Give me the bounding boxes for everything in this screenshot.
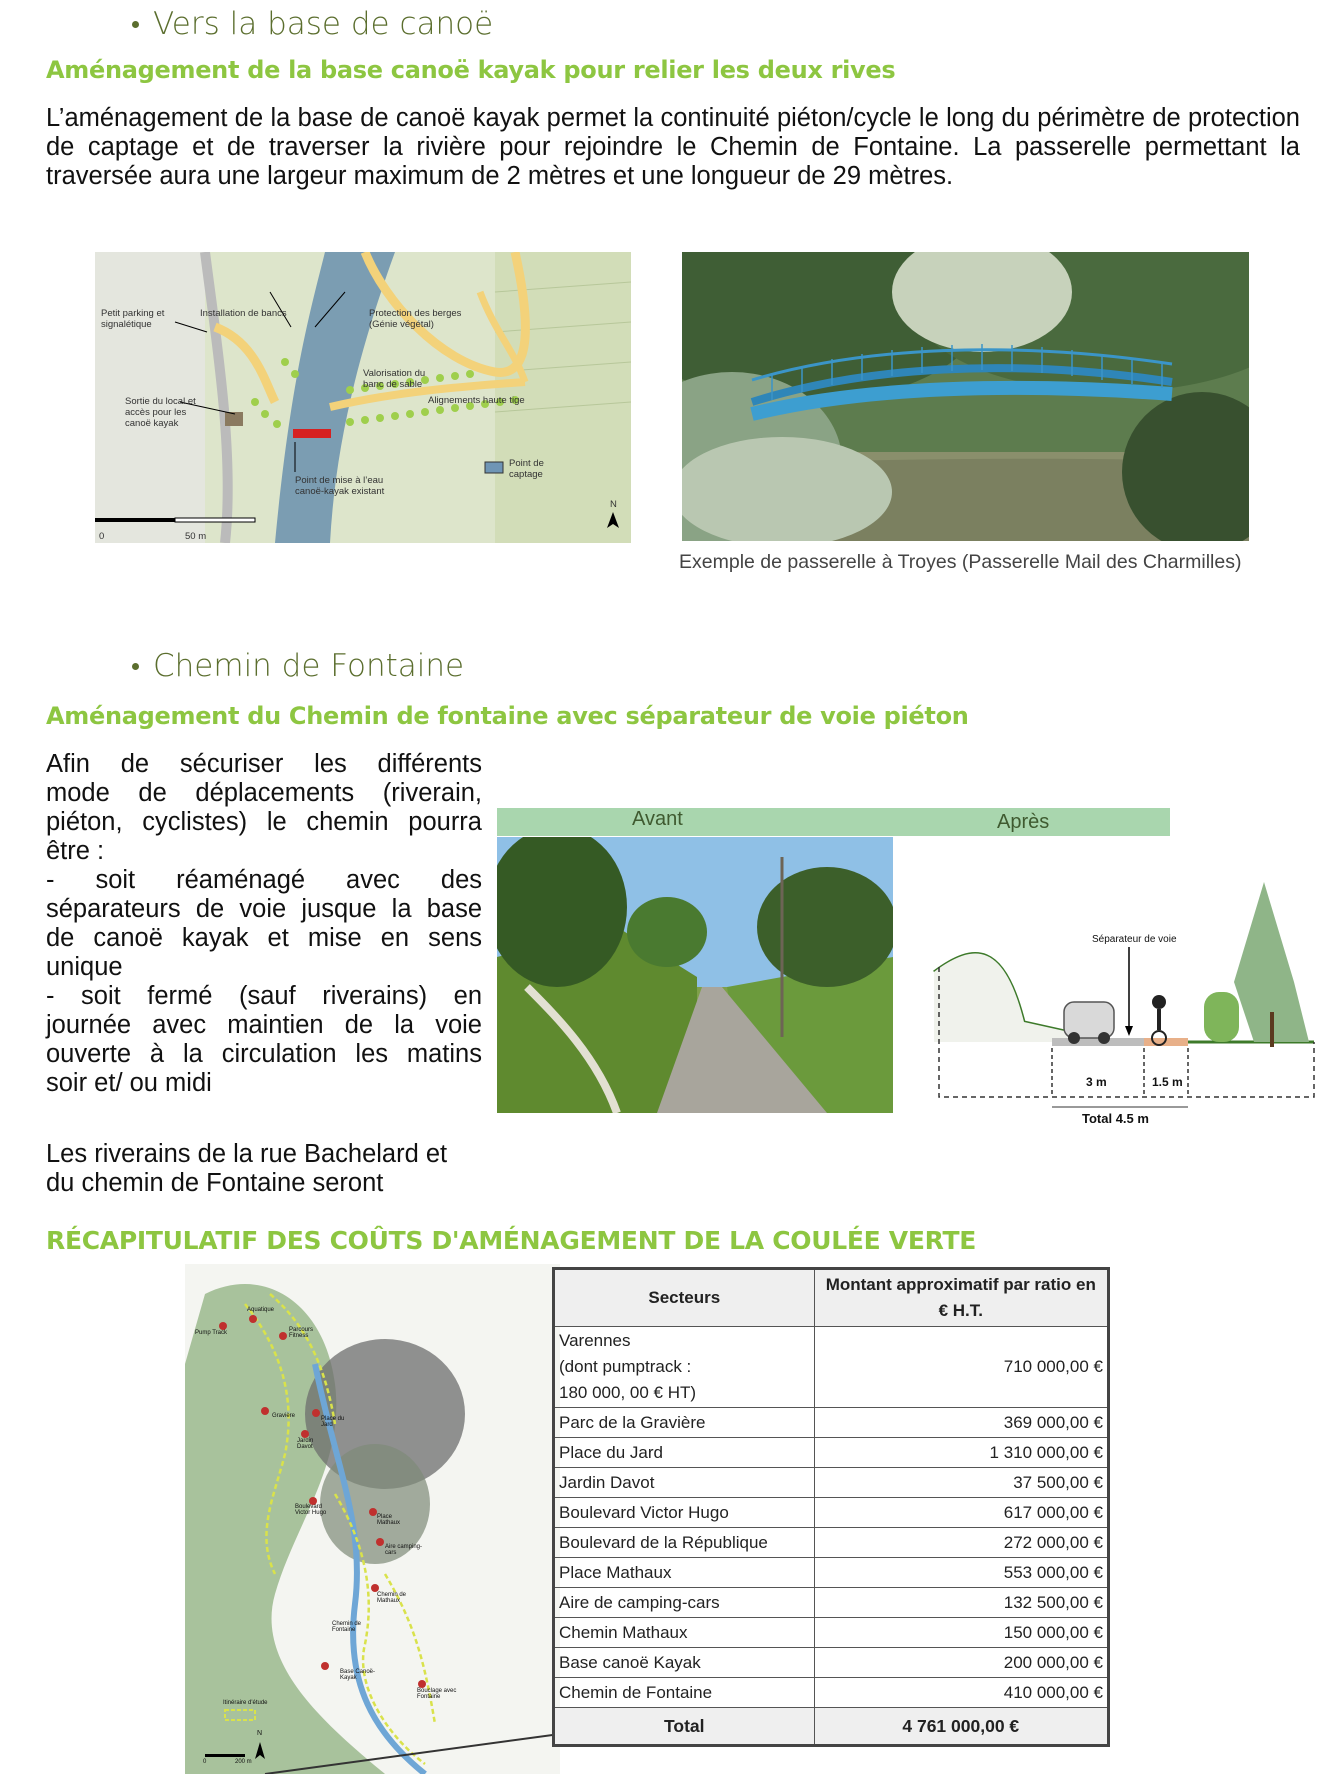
- table-row: [554, 1468, 1109, 1498]
- map-label-mise-eau: Point de mise à l’eau canoë-kayak existant: [295, 475, 385, 497]
- overview-scale-start: 0: [203, 1759, 207, 1765]
- paragraph-chemin-fontaine: [46, 750, 482, 1098]
- para-line: ouverte à la circulation les matins: [46, 1040, 482, 1068]
- header-sector: Secteurs: [554, 1269, 815, 1327]
- sector-cell: Boulevard Victor Hugo: [554, 1498, 815, 1528]
- para-line: Les riverains de la rue Bachelard et: [46, 1140, 448, 1168]
- overview-north: N: [257, 1730, 263, 1737]
- sector-cell: Base canoë Kayak: [554, 1648, 815, 1678]
- width-road-label: 3 m: [1086, 1075, 1107, 1089]
- heading-text: Vers la base de canoë: [153, 6, 494, 42]
- subtitle-base-canoe: Aménagement de la base canoë kayak pour relier les deux rives: [46, 56, 896, 84]
- heading-text: Chemin de Fontaine: [153, 648, 465, 684]
- amount-cell: 369 000,00 €: [814, 1408, 1108, 1438]
- map-label-sable: Valorisation du banc de sable: [363, 368, 426, 390]
- site-plan-map: [95, 252, 631, 543]
- sector-cell: Boulevard de la République: [554, 1528, 815, 1558]
- para-line: soir et/ ou midi: [46, 1069, 212, 1097]
- overview-map: [185, 1264, 560, 1774]
- amount-cell: 617 000,00 €: [814, 1498, 1108, 1528]
- sector-cell: [554, 1327, 815, 1408]
- sector-cell: Place Mathaux: [554, 1558, 815, 1588]
- label-before: Avant: [632, 808, 683, 830]
- overview-label-parcours: Parcours Fitness: [289, 1327, 314, 1339]
- section-heading-base-canoe: [132, 6, 493, 42]
- map-scale-start: 0: [99, 531, 105, 542]
- before-photo-illustration: [497, 837, 893, 1113]
- header-amount: Montant approximatif par ratio en € H.T.: [814, 1269, 1108, 1327]
- before-photo: [497, 837, 893, 1113]
- bullet-icon: [132, 663, 139, 670]
- map-label-bancs: Installation de bancs: [200, 308, 287, 319]
- amount-cell: 710 000,00 €: [814, 1327, 1108, 1408]
- amount-cell: 37 500,00 €: [814, 1468, 1108, 1498]
- total-amount-cell: 4 761 000,00 €: [814, 1708, 1108, 1746]
- para-line: unique: [46, 953, 123, 981]
- bullet-icon: [132, 21, 139, 28]
- cost-table: [552, 1267, 1110, 1747]
- section-heading-chemin-fontaine: [132, 648, 464, 684]
- bridge-illustration: [682, 252, 1249, 541]
- sector-cell: Place du Jard: [554, 1438, 815, 1468]
- total-width-label: Total 4.5 m: [1082, 1111, 1149, 1126]
- cost-summary-heading: RÉCAPITULATIF DES COÛTS D'AMÉNAGEMENT DE LA COULÉE VERTE: [46, 1226, 976, 1255]
- para-line: journée avec maintien de la voie: [46, 1011, 482, 1039]
- para-line: du chemin de Fontaine seront: [46, 1169, 384, 1197]
- sector-cell: Aire de camping-cars: [554, 1588, 815, 1618]
- table-row: [554, 1438, 1109, 1468]
- amount-cell: 410 000,00 €: [814, 1678, 1108, 1708]
- subtitle-chemin-fontaine: Aménagement du Chemin de fontaine avec séparateur de voie piéton: [46, 702, 969, 730]
- paragraph-riverains: [46, 1140, 482, 1198]
- table-row: [554, 1678, 1109, 1708]
- para-line: - soit fermé (sauf riverains) en: [46, 982, 482, 1010]
- sector-cell: Jardin Davot: [554, 1468, 815, 1498]
- overview-label-bouclage: Bouclage avec Fontaine: [417, 1688, 457, 1700]
- overview-label-davot: Jardin Davot: [297, 1438, 314, 1450]
- table-row: [554, 1648, 1109, 1678]
- para-line: Afin de sécuriser les différents: [46, 750, 482, 778]
- sector-cell: Chemin de Fontaine: [554, 1678, 815, 1708]
- overview-label-chemin-mathaux: Chemin de Mathaux: [377, 1592, 407, 1604]
- sector-line: 180 000, 00 € HT): [559, 1383, 697, 1402]
- overview-label-victor: Boulevard Victor Hugo: [295, 1504, 327, 1516]
- para-line: piéton, cyclistes) le chemin pourra: [46, 808, 482, 836]
- overview-scale-end: 200 m: [235, 1759, 252, 1765]
- map-label-sortie: Sortie du local et accès pour les canoë kayak: [125, 396, 196, 429]
- bridge-photo-caption: Exemple de passerelle à Troyes (Passerelle Mail des Charmilles): [679, 551, 1242, 573]
- amount-cell: 1 310 000,00 €: [814, 1438, 1108, 1468]
- table-row: [554, 1528, 1109, 1558]
- road-profile-drawing: [914, 842, 1322, 1132]
- sector-cell: Chemin Mathaux: [554, 1618, 815, 1648]
- overview-label-chemin-fontaine: Chemin de Fontaine: [332, 1621, 362, 1633]
- para-line: séparateurs de voie jusque la base: [46, 895, 482, 923]
- amount-cell: 200 000,00 €: [814, 1648, 1108, 1678]
- overview-label-aquatique: Aquatique: [247, 1307, 275, 1313]
- separator-label: Séparateur de voie: [1092, 934, 1177, 945]
- overview-map-drawing: [185, 1264, 560, 1774]
- total-label-cell: Total: [554, 1708, 815, 1746]
- map-label-captage: Point de captage: [509, 458, 544, 480]
- amount-cell: 150 000,00 €: [814, 1618, 1108, 1648]
- amount-cell: 132 500,00 €: [814, 1588, 1108, 1618]
- before-after-band: [497, 808, 1170, 836]
- table-total-row: [554, 1708, 1109, 1746]
- sector-cell: Parc de la Gravière: [554, 1408, 815, 1438]
- para-line: être :: [46, 837, 105, 865]
- map-north-label: N: [610, 499, 617, 510]
- bridge-photo: [682, 252, 1249, 541]
- paragraph-base-canoe: L’aménagement de la base de canoë kayak permet la continuité piéton/cycle le long du périmètre de protection de captage et de traverser la rivière pour rejoindre le Chemin de Fontaine. La passerelle permettant la traversée aura une largeur maximum de 2 mètres et une longueur de 29 mètres.: [46, 104, 1300, 190]
- table-header-row: [554, 1269, 1109, 1327]
- table-row: [554, 1498, 1109, 1528]
- overview-label-base: Base Canoë-Kayak: [340, 1669, 376, 1681]
- table-row: [554, 1327, 1109, 1408]
- sector-line: Varennes: [559, 1331, 631, 1350]
- amount-cell: 553 000,00 €: [814, 1558, 1108, 1588]
- para-line: - soit réaménagé avec des: [46, 866, 482, 894]
- table-row: [554, 1408, 1109, 1438]
- overview-label-camping: Aire camping-cars: [385, 1544, 423, 1556]
- width-path-label: 1.5 m: [1152, 1075, 1183, 1089]
- road-profile-illustration: [914, 842, 1322, 1132]
- sector-line: (dont pumptrack :: [559, 1357, 692, 1376]
- table-row: [554, 1558, 1109, 1588]
- table-row: [554, 1588, 1109, 1618]
- map-label-alignements: Alignements haute tige: [428, 395, 525, 406]
- amount-cell: 272 000,00 €: [814, 1528, 1108, 1558]
- map-label-berges: Protection des berges (Génie végétal): [369, 308, 462, 330]
- overview-label-pumptrack: Pump Track: [195, 1330, 228, 1336]
- map-label-parking: Petit parking et signalétique: [101, 308, 165, 330]
- overview-label-jard: Place du Jard: [321, 1416, 345, 1428]
- para-line: de canoë kayak et mise en sens: [46, 924, 482, 952]
- overview-legend-label: Itinéraire d'étude: [223, 1700, 268, 1706]
- overview-label-mathaux: Place Mathaux: [377, 1514, 401, 1526]
- table-row: [554, 1618, 1109, 1648]
- para-line: mode de déplacements (riverain,: [46, 779, 482, 807]
- map-scale-end: 50 m: [185, 531, 207, 542]
- label-after: Après: [997, 811, 1050, 833]
- overview-label-graviere: Gravière: [272, 1413, 296, 1419]
